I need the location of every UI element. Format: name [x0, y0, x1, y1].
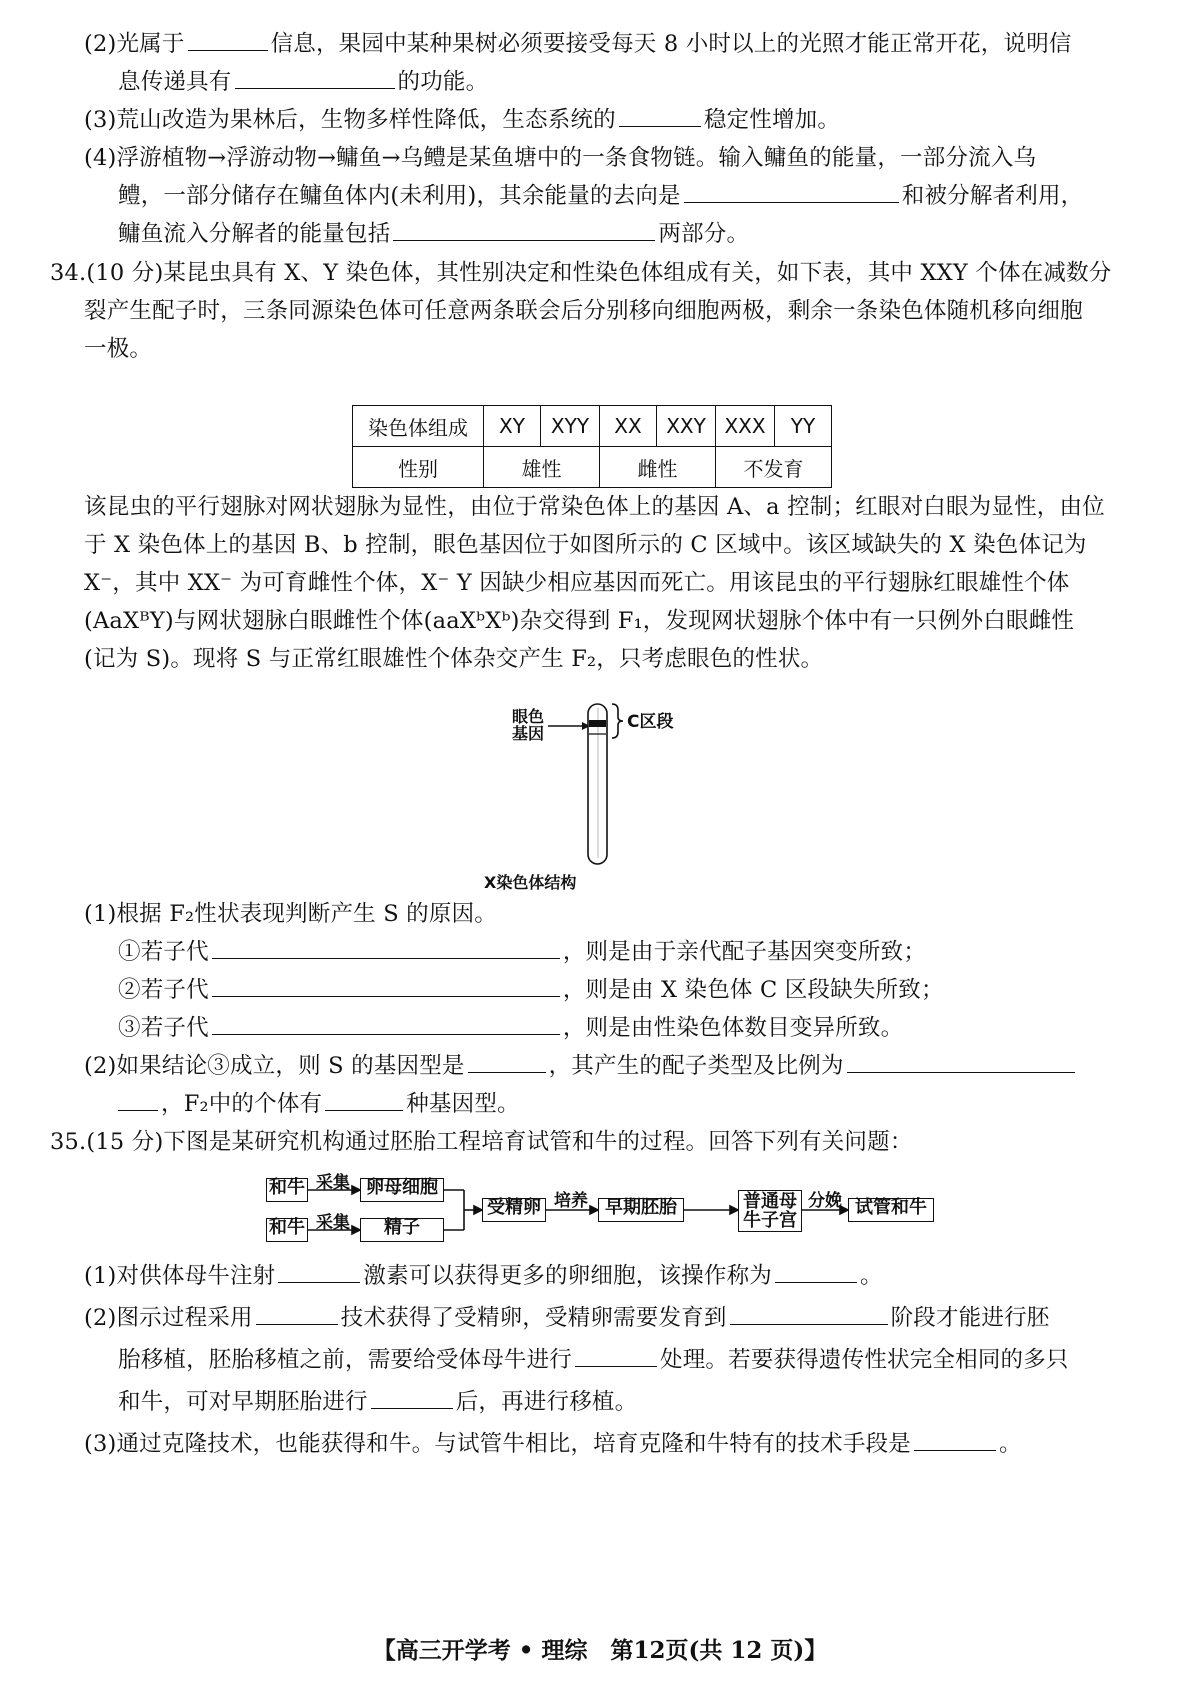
- q35-sub3: (3)通过克隆技术，也能获得和牛。与试管牛相比，培育克隆和牛特有的技术手段是 。: [84, 1428, 1022, 1460]
- x-chromosome-figure: [500, 700, 700, 870]
- answer-blank[interactable]: [118, 1088, 158, 1111]
- q33-part4-line2: 鳢，一部分储存在鳙鱼体内(未利用)，其余能量的去向是 和被分解者利用，: [118, 180, 1083, 212]
- page-footer: 【高三开学考 • 理综 第12页(共 12 页)】: [372, 1637, 828, 1664]
- figure-caption: X染色体结构: [484, 873, 577, 892]
- answer-blank[interactable]: [256, 1302, 338, 1325]
- cow-box-top: 和牛: [266, 1178, 308, 1202]
- gene-label-line2: 基因: [512, 724, 545, 743]
- table-cell: YY: [775, 406, 832, 447]
- culture-label: 培养: [554, 1191, 588, 1211]
- answer-blank[interactable]: [212, 1012, 560, 1035]
- q34-body-line5: (记为 S)。现将 S 与正常红眼雄性个体杂交产生 F₂，只考虑眼色的性状。: [84, 646, 824, 672]
- collect-label-bottom: 采集: [316, 1213, 350, 1233]
- chromosome-table: [352, 405, 832, 488]
- table-cell: XXX: [716, 406, 775, 447]
- answer-blank[interactable]: [393, 218, 655, 241]
- q35-sub1: (1)对供体母牛注射 激素可以获得更多的卵细胞，该操作称为 。: [84, 1260, 883, 1292]
- early-embryo-box: 早期胚胎: [598, 1198, 684, 1222]
- q33-part2-line2: 息传递具有 的功能。: [118, 66, 488, 98]
- table-cell: XX: [600, 406, 657, 447]
- table-cell: XY: [484, 406, 541, 447]
- ivf-flow-diagram: [260, 1168, 940, 1248]
- answer-blank[interactable]: [847, 1050, 1075, 1073]
- birth-label: 分娩: [808, 1191, 842, 1211]
- q35-sub2-line2: 胎移植，胚胎移植之前，需要给受体母牛进行 处理。若要获得遗传性状完全相同的多只: [118, 1344, 1069, 1376]
- q34-intro-line1: 34.(10 分)某昆虫具有 X、Y 染色体，其性别决定和性染色体组成有关，如下表，其中 XXY 个体在减数分: [50, 260, 1112, 286]
- q34-sub1-case2: ②若子代 ，则是由 X 染色体 C 区段缺失所致；: [118, 974, 944, 1006]
- q33-part3: (3)荒山改造为果林后，生物多样性降低，生态系统的 稳定性增加。: [84, 104, 840, 136]
- q33-part4-line1: (4)浮游植物→浮游动物→鳙鱼→乌鳢是某鱼塘中的一条食物链。输入鳙鱼的能量，一部分流入乌: [84, 145, 1037, 171]
- q34-sub1-case1: ①若子代 ，则是由于亲代配子基因突变所致；: [118, 936, 926, 968]
- answer-blank[interactable]: [468, 1050, 546, 1073]
- table-cell: 雄性: [484, 447, 600, 488]
- answer-blank[interactable]: [619, 104, 701, 127]
- q33-part2-line1: (2)光属于 信息，果园中某种果树必须要接受每天 8 小时以上的光照才能正常开花，说明信: [84, 28, 1072, 60]
- table-cell: XYY: [541, 406, 600, 447]
- answer-blank[interactable]: [235, 66, 395, 89]
- table-cell: 不发育: [716, 447, 832, 488]
- ivf-cow-box: 试管和牛: [848, 1198, 934, 1222]
- q34-body-line2: 于 X 染色体上的基因 B、b 控制，眼色基因位于如图所示的 C 区域中。该区域缺失的 X 染色体记为: [84, 532, 1087, 558]
- q34-sub1-case3: ③若子代 ，则是由性染色体数目变异所致。: [118, 1012, 903, 1044]
- answer-blank[interactable]: [212, 974, 560, 997]
- q34-intro-line2: 裂产生配子时，三条同源染色体可任意两条联会后分别移向细胞两极，剩余一条染色体随机移向细胞: [84, 298, 1083, 324]
- table-header-cell: 染色体组成: [353, 406, 484, 447]
- table-header-cell: 性别: [353, 447, 484, 488]
- answer-blank[interactable]: [575, 1344, 657, 1367]
- answer-blank[interactable]: [371, 1386, 453, 1409]
- cow-box-bottom: 和牛: [266, 1218, 308, 1242]
- q33-part4-line3: 鳙鱼流入分解者的能量包括 两部分。: [118, 218, 749, 250]
- q34-sub2-line2: ，F₂中的个体有 种基因型。: [118, 1088, 520, 1120]
- q35-sub2-line3: 和牛，可对早期胚胎进行 后，再进行移植。: [118, 1386, 637, 1418]
- answer-blank[interactable]: [212, 936, 560, 959]
- q34-intro-line3: 一极。: [84, 336, 153, 362]
- q34-body-line3: X⁻，其中 XX⁻ 为可育雌性个体，X⁻ Y 因缺少相应基因而死亡。用该昆虫的平行翅脉红眼雄性个体: [84, 570, 1070, 596]
- q35-intro: 35.(15 分)下图是某研究机构通过胚胎工程培育试管和牛的过程。回答下列有关问题：: [50, 1129, 913, 1155]
- answer-blank[interactable]: [325, 1088, 403, 1111]
- answer-blank[interactable]: [684, 180, 899, 203]
- gene-label-line1: 眼色: [512, 707, 545, 726]
- sperm-box: 精子: [360, 1218, 444, 1242]
- answer-blank[interactable]: [188, 28, 268, 51]
- answer-blank[interactable]: [730, 1302, 888, 1325]
- q34-sub1: (1)根据 F₂性状表现判断产生 S 的原因。: [84, 901, 497, 927]
- answer-blank[interactable]: [278, 1260, 360, 1283]
- table-cell: 雌性: [600, 447, 716, 488]
- table-row: [353, 406, 832, 447]
- c-region-label: C区段: [627, 712, 674, 732]
- answer-blank[interactable]: [775, 1260, 857, 1283]
- collect-label-top: 采集: [316, 1173, 350, 1193]
- q34-sub2-line1: (2)如果结论③成立，则 S 的基因型是 ，其产生的配子类型及比例为: [84, 1050, 1078, 1082]
- q35-sub2-line1: (2)图示过程采用 技术获得了受精卵，受精卵需要发育到 阶段才能进行胚: [84, 1302, 1049, 1334]
- uterus-box: 普通母 牛子宫: [738, 1190, 802, 1232]
- q34-body-line4: (AaXᴮY)与网状翅脉白眼雌性个体(aaXᵇXᵇ)杂交得到 F₁，发现网状翅脉个体中有一只例外白眼雌性: [84, 608, 1075, 634]
- table-row: [353, 447, 832, 488]
- zygote-box: 受精卵: [482, 1198, 546, 1222]
- q34-body-line1: 该昆虫的平行翅脉对网状翅脉为显性，由位于常染色体上的基因 A、a 控制；红眼对白眼为显性，由位: [84, 494, 1105, 520]
- table-cell: XXY: [657, 406, 716, 447]
- oocyte-box: 卵母细胞: [360, 1178, 444, 1202]
- answer-blank[interactable]: [914, 1428, 996, 1451]
